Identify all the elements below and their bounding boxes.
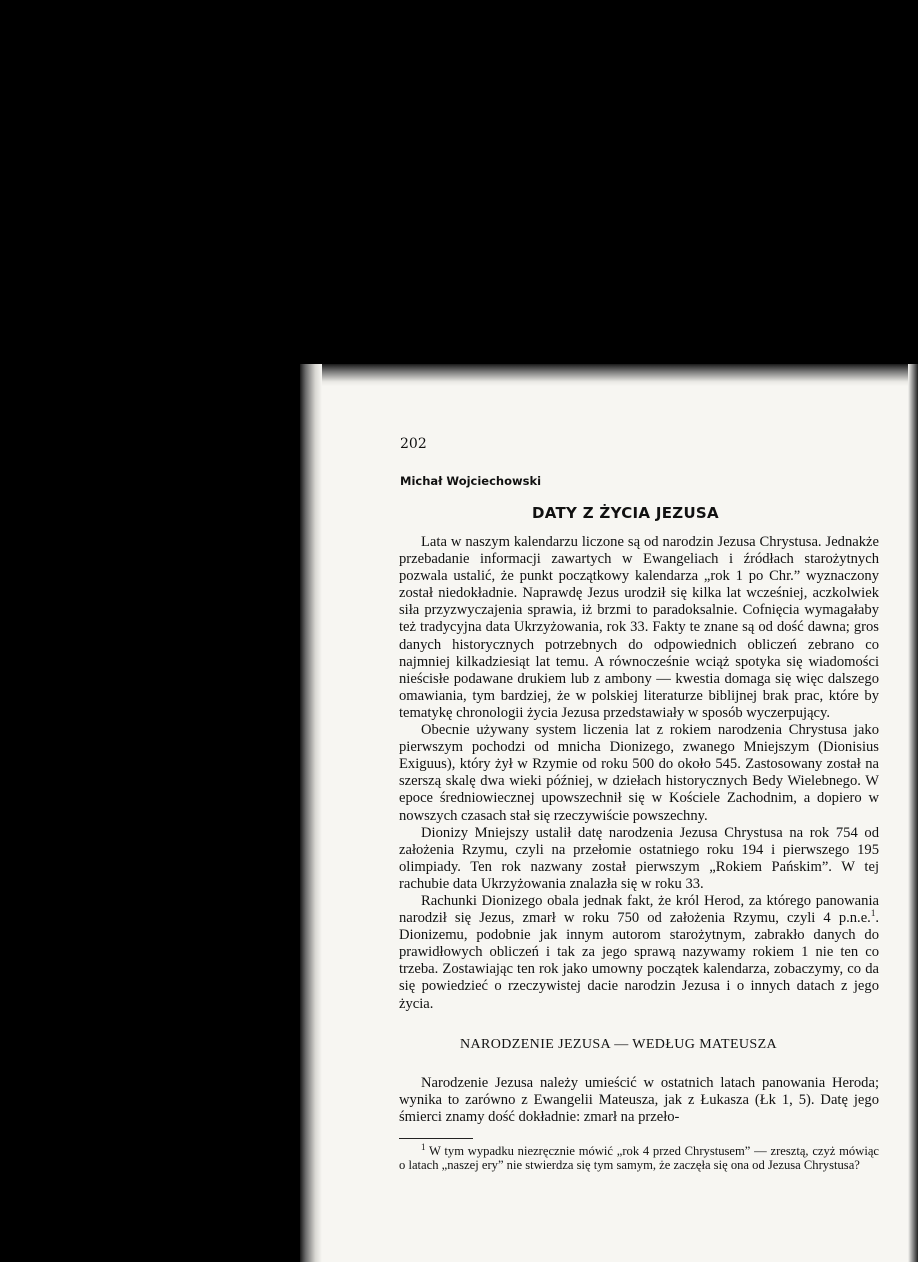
paragraph: Obecnie używany system liczenia lat z rokiem narodzenia Chrystusa jako pierwszym pochodzi od mnicha Dionizego, zwanego Mniejszym (Dionisius Exiguus), który żył w Rzymie od roku 500 do około 545. Zastosowany został na szerszą skalę dwa wieki później, w dziełach historycznych Bedy Wielebnego. W epoce średniowiecznej upowszechnił się w Kościele Zachodnim, a dopiero w nowszych czasach stał się rzeczywiście powszechny. xyxy=(399,722,879,824)
page-right-edge xyxy=(908,364,918,1262)
page-top-shadow xyxy=(300,364,918,386)
section-body xyxy=(399,1075,879,1126)
section-heading: NARODZENIE JEZUSA — WEDŁUG MATEUSZA xyxy=(460,1037,778,1052)
article-body xyxy=(399,534,879,1013)
author-name: Michał Wojciechowski xyxy=(400,474,542,488)
paragraph: Lata w naszym kalendarzu liczone są od narodzin Jezusa Chrystusa. Jednakże przebadanie informacji zawartych w Ewangeliach i źródłach starożytnych pozwala ustalić, że punkt początkowy kalendarza „rok 1 po Chr.” wyznaczony został niedokładnie. Naprawdę Jezus urodził się kilka lat wcześniej, aczkolwiek siła przyzwyczajenia sprawia, iż brzmi to paradoksalnie. Cofnięcia wymagałaby też tradycyjna data Ukrzyżowania, rok 33. Fakty te znane są od dość dawna; gros danych historycznych potrzebnych do odpowiednich obliczeń zebrano co najmniej kilkadziesiąt lat temu. A równocześnie wciąż spotyka się wiadomości nieścisłe podawane drukiem lub z ambony — kwestia domaga się więc dalszego omawiania, tym bardziej, że w polskiej literaturze biblijnej brak prac, które by tematykę chronologii życia Jezusa przedstawiały w sposób wyczerpujący. xyxy=(399,534,879,721)
footnote xyxy=(399,1141,879,1172)
paragraph-text: Rachunki Dionizego obala jednak fakt, że król Herod, za którego panowania narodził się Jezus, zmarł w roku 750 od założenia Rzymu, czyli 4 p.n.e. xyxy=(399,892,879,927)
paragraph xyxy=(399,893,879,1013)
footnote-text: W tym wypadku niezręcznie mówić „rok 4 przed Chrystusem” — zresztą, czyż mówiąc o latach „naszej ery” nie stwierdza się tym samym, że zaczęła się ona od Jezusa Chrystusa? xyxy=(399,1144,879,1172)
footnote-paragraph xyxy=(399,1141,879,1172)
footnote-rule xyxy=(399,1138,473,1139)
paragraph-text: . Dionizemu, podobnie jak innym autorom starożytnym, zabrakło danych do prawidłowych obliczeń i tak za jego sprawą nazywamy rokiem 1 nie ten co trzeba. Zostawiając ten rok jako umowny początek kalendarza, zobaczymy, co da się powiedzieć o rzeczywistej dacie narodzin Jezusa i o innych datach z jego życia. xyxy=(399,910,879,1012)
page-binding-edge xyxy=(300,364,322,1262)
book-page xyxy=(300,364,918,1262)
paragraph: Dionizy Mniejszy ustalił datę narodzenia Jezusa Chrystusa na rok 754 od założenia Rzymu, czyli na przełomie ostatniego roku 194 i pierwszego 195 olimpiady. Ten rok nazwany został pierwszym „Rokiem Pańskim”. W tej rachubie data Ukrzyżowania znalazła się w roku 33. xyxy=(399,824,879,892)
footnote-reference[interactable]: 1 xyxy=(870,908,876,919)
footnote-number: 1 xyxy=(421,1141,426,1152)
paragraph: Narodzenie Jezusa należy umieścić w ostatnich latach panowania Heroda; wynika to zarówno z Ewangelii Mateusza, jak z Łukasza (Łk 1, 5). Datę jego śmierci znamy dość dokładnie: zmarł na przeło- xyxy=(399,1075,879,1126)
article-title: DATY Z ŻYCIA JEZUSA xyxy=(532,504,719,522)
page-number: 202 xyxy=(400,436,427,452)
